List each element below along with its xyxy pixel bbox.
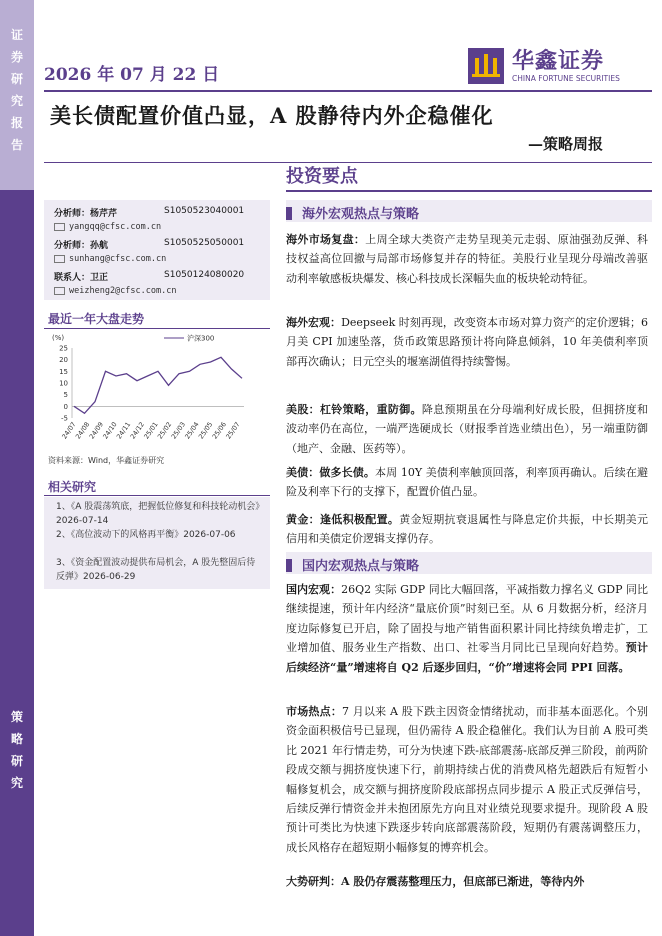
analyst-row [54,238,245,251]
mail-icon [54,223,65,231]
y-tick-label: 10 [59,379,68,388]
heading-mark-icon [286,207,292,220]
related-link[interactable]: 3、《资金配置波动提供布局机会，A 股先整固后待反弹》2026-06-29 [56,558,256,582]
related-link[interactable]: 2、《高位波动下的风格再平衡》2026-07-06 [56,530,236,540]
domestic-heading: 国内宏观热点与策略 [286,555,419,574]
report-subtitle: —策略周报 [528,135,604,153]
x-tick-label: 25/04 [183,420,201,441]
company-logo [468,44,640,90]
x-tick-label: 25/07 [224,420,242,441]
analyst-name: 分析师：孙航 [54,241,109,251]
side-label-strategy: 策 略 研 究 [10,710,23,790]
domestic-macro-paragraph: 国内宏观：26Q2 实际 GDP 同比大幅回落，平减指数力撑名义 GDP 同比继续提速，预计年内经济“量底价顶”时刻已至。从 6 月数据分析，经济月度边际修复已开启，除了固投与地产销售面积累计同比持续负增走扩，工业增加值、服务业生产指数、出口、社零当月同比已呈现向好趋势。预计后续经济“量”增速将自 Q2 后逐步回归，“价”增速将会同 PPI 回落。 [286,583,649,674]
related-rule [44,495,270,496]
overseas-heading: 海外宏观热点与策略 [286,203,419,222]
analyst-id: S1050523040001 [164,206,245,216]
report-title: 美长债配置价值凸显，A 股静待内外企稳催化 [50,103,494,128]
logo-mark-icon [468,48,504,84]
index-trend-chart [44,330,270,452]
analyst-email[interactable]: yangqq@cfsc.com.cn [54,222,161,232]
x-tick-label: 25/02 [156,420,174,441]
contact-email[interactable]: weizheng2@cfsc.com.cn [54,286,176,296]
contact-name: 联系人：卫正 [54,273,109,283]
us-stock-paragraph: 美股：杠铃策略，重防御。降息预期虽在分母端利好成长股，但拥挤度和波动率仍在高位，一端严选硬成长（财报季首选业绩出色），另一端重防御（地产、金融、医药等）。 [286,403,649,455]
x-tick-label: 24/10 [101,420,119,441]
analyst-row [54,270,245,283]
x-tick-label: 24/07 [60,420,78,441]
series-line-hs300 [74,357,242,413]
x-tick-label: 25/03 [169,420,187,441]
us-bond-paragraph: 美债：做多长债。本周 10Y 美债利率触顶回落，利率顶再确认。后续在避险及利率下行的支撑下，配置价值凸显。 [286,466,649,499]
gold-paragraph: 黄金：逢低积极配置。黄金短期抗衰退属性与降息定价共振，中长期美元信用和美债定价逻辑支撑仍存。 [286,513,649,546]
analyst-id: S1050525050001 [164,238,245,248]
section-title: 投资要点 [286,166,358,187]
x-tick-label: 25/05 [197,420,215,441]
chart-source: 资料来源：Wind，华鑫证券研究 [48,456,165,465]
analyst-email[interactable]: sunhang@cfsc.com.cn [54,254,166,264]
heading-mark-icon [286,559,292,572]
mail-icon [54,255,65,263]
x-tick-label: 24/09 [87,420,105,441]
x-tick-label: 25/06 [210,420,228,441]
y-tick-label: -5 [61,414,68,423]
analyst-name: 分析师：杨芹芹 [54,209,118,219]
y-tick-label: 0 [63,402,68,411]
logo-english: CHINA FORTUNE SECURITIES [512,74,620,83]
report-date: 2026 年 07 月 22 日 [44,65,220,85]
x-tick-label: 24/11 [115,420,133,441]
overseas-macro-paragraph: 海外宏观：Deepseek 时刻再现，改变资本市场对算力资产的定价逻辑；6 月美 CPI 加速坠落，货币政策思路预计将向降息倾斜，10 年美债利率顶部再次确认；日元空头的堰塞湖值得持续警惕。 [286,316,648,368]
legend-label: 沪深300 [187,334,215,343]
analyst-panel [44,200,270,300]
x-tick-label: 24/08 [74,420,92,441]
y-tick-label: 5 [63,391,68,400]
y-tick-label: 20 [59,356,68,365]
section-rule [286,190,652,192]
x-tick-label: 24/12 [128,420,146,441]
overseas-review-paragraph: 海外市场复盘：上周全球大类资产走势呈现美元走弱、原油强劲反弹、科技权益高位回撤与局部市场修复并存的特征。美股行业呈现分母端改善驱动利率敏感板块爆发、核心科技成长深幅失血的板块轮动特征。 [286,233,649,285]
related-title: 相关研究 [48,480,97,494]
y-axis-label: (%) [52,334,65,342]
market-hotspot-paragraph: 市场热点：7 月以来 A 股下跌主因资金情绪扰动，而非基本面恶化。个别资金面积极信号已显现，但仍需待 A 股企稳催化。我们认为目前 A 股可类比 2021 年行情走势，可分为快速下跌-底部震荡-底部反弹三阶段，前两阶段成交额与拥挤度快速下行，前期持续占优的消费风格先超跌后有短暂小幅修复机会，成交额与拥挤度阶段底部拐点同步提示 A 股正式反弹信号，后续反弹行情资金并未抱团原先方向且对业绩兑现要求提升。现阶段 A 股预计可类比为快速下跌逐步转向底部震荡阶段，短期仍有震荡调整压力，成长风格存在超短期小幅修复的博弈机会。 [286,705,648,854]
mail-icon [54,287,65,295]
logo-chinese: 华鑫证券 [512,49,605,74]
outlook-paragraph: 大势研判：A 股仍存震荡整理压力，但底部已渐进，等待内外 [286,875,585,888]
analyst-row [54,206,245,219]
chart-title: 最近一年大盘走势 [48,312,145,326]
related-link[interactable]: 1、《A 股震荡筑底，把握低位修复和科技轮动机会》2026-07-14 [56,502,260,526]
contact-id: S1050124080020 [164,270,245,280]
y-tick-label: 15 [59,367,68,376]
side-label-report: 证 券 研 究 报 告 [10,28,23,152]
chart-rule [44,328,270,329]
x-tick-label: 25/01 [142,420,160,441]
y-tick-label: 25 [59,344,68,353]
header-rule [44,90,652,92]
